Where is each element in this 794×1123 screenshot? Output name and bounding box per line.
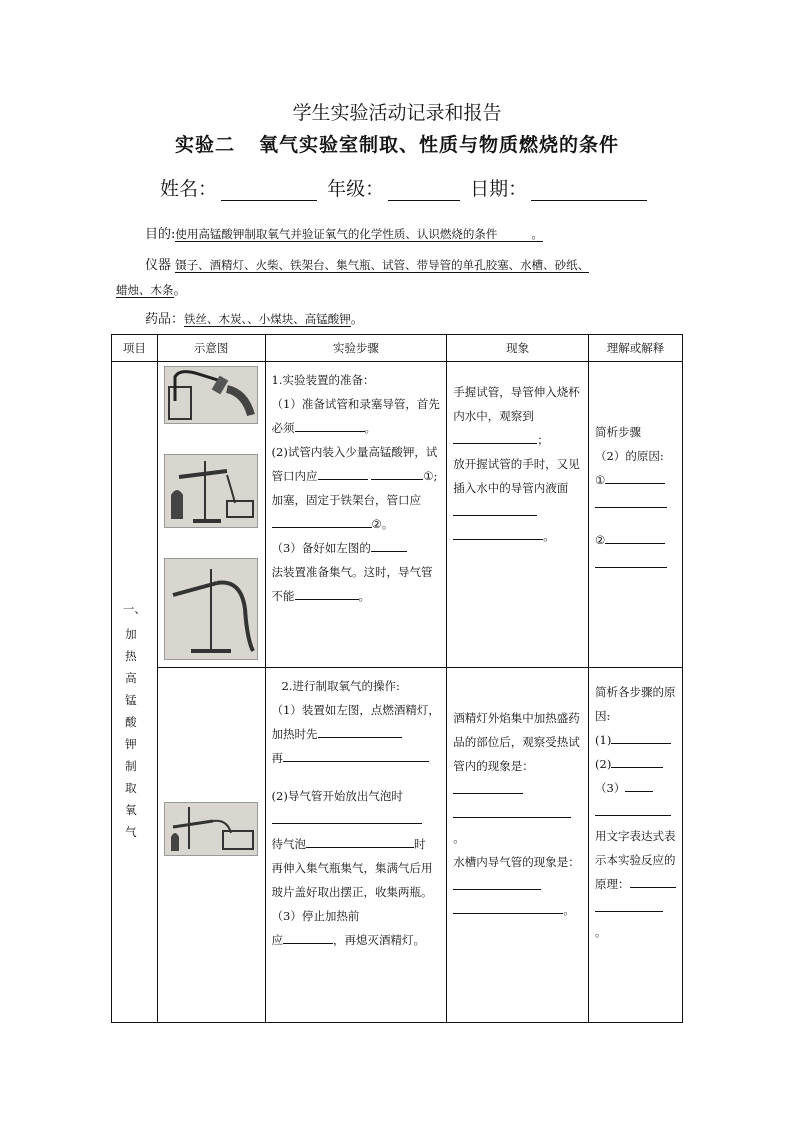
blank-1[interactable] <box>295 417 365 432</box>
experiment-name: 氧气实验室制取、性质与物质燃烧的条件 <box>259 134 620 156</box>
blank-12[interactable] <box>605 529 665 544</box>
purpose-line <box>145 224 543 245</box>
explanation-cell-1: 简析步骤 （2）的原因: ① ② <box>589 362 683 668</box>
blank-11[interactable] <box>595 493 667 508</box>
item-dash: 一、 <box>122 602 146 616</box>
blank-17[interactable] <box>306 833 414 848</box>
blank-23[interactable] <box>611 729 671 744</box>
steps-cell-2: 2.进行制取氧气的操作: （1）装置如左图，点燃酒精灯，加热时先 再 (2)导气管开始放出气泡时 待气泡 时 再伸入集气瓶集气，集满气后用玻片盖好取出摆正，收集两瓶。 （3）停止加热前 应 ，再熄灭酒精灯。 <box>265 668 447 1023</box>
instruments-label: 仪器 <box>145 258 172 273</box>
report-title: 学生实验活动记录和报告 <box>292 102 502 124</box>
experiment-table <box>111 334 683 1023</box>
experiment-number: 实验二 <box>174 134 235 156</box>
item-cell <box>112 362 158 1023</box>
table-header-row <box>112 335 683 362</box>
table-row <box>112 668 683 1023</box>
student-info-row <box>160 174 651 201</box>
table-row <box>112 362 683 668</box>
blank-13[interactable] <box>595 553 667 568</box>
heating-setup-image <box>164 802 258 856</box>
header-diagram: 示意图 <box>157 335 265 362</box>
blank-22[interactable] <box>453 899 563 914</box>
drugs-label: 药品： <box>145 312 185 327</box>
blank-15[interactable] <box>283 747 429 762</box>
purpose-text: 使用高锰酸钾制取氧气并验证氧气的化学性质、认识燃烧的条件 。 <box>175 227 543 241</box>
blank-20[interactable] <box>453 803 571 818</box>
instruments-text-2: 蜡烛、木条 <box>116 283 174 297</box>
name-label: 姓名： <box>160 178 218 200</box>
potassium-permanganate-setup-image <box>164 454 258 528</box>
header-observation: 现象 <box>447 335 589 362</box>
blank-16[interactable] <box>272 809 422 824</box>
instruments-line-2: 蜡烛、木条。 <box>116 283 187 298</box>
drugs-line: 药品：铁丝、木炭、、小煤块、高锰酸钾。 <box>145 312 364 327</box>
header-item: 项目 <box>112 335 158 362</box>
observation-cell-1: 手握试管，导管伸入烧杯内水中，观察到 ； 放开握试管的手时，又见插入水中的导管内液面 。 <box>447 362 589 668</box>
blank-3[interactable] <box>371 465 423 480</box>
blank-2[interactable] <box>318 465 368 480</box>
name-blank[interactable] <box>221 182 317 201</box>
diagram-cell-1 <box>157 362 265 668</box>
instruments-line <box>145 255 685 276</box>
blank-18[interactable] <box>283 929 333 944</box>
date-label: 日期： <box>470 178 528 200</box>
steps-cell-1: 1.实验装置的准备： （1）准备试管和录塞导管，首先必须 。 (2)试管内装入少量高锰酸钾，试管口内应 ①; 加塞，固定于铁架台，管口应②。 （3）备好如左图的 法装置准备集气。这时，导气管不能 。 <box>265 362 447 668</box>
blank-24[interactable] <box>611 753 663 768</box>
blank-5[interactable] <box>371 537 407 552</box>
observation-cell-2: 酒精灯外焰集中加热盛药品的部位后，观察受热试管内的现象是： 。 水槽内导气管的现象是： 。 <box>447 668 589 1023</box>
gas-collection-setup-image <box>164 558 258 660</box>
purpose-label: 目的: <box>145 227 176 242</box>
explanation-cell-2: 简析各步骤的原因: (1) (2) （3） 用文字表达式表示本实验反应的原理： 。 <box>589 668 683 1023</box>
blank-27[interactable] <box>630 873 676 888</box>
blank-21[interactable] <box>453 875 541 890</box>
header-steps: 实验步骤 <box>265 335 447 362</box>
blank-8[interactable] <box>453 501 537 516</box>
instruments-text: 镊子、酒精灯、火柴、铁架台、集气瓶、试管、带导管的单孔胶塞、水槽、砂纸、 <box>175 258 590 272</box>
item-label: 加热高锰酸钾制取氧气 <box>125 627 144 839</box>
airtightness-check-image <box>164 366 258 424</box>
blank-25[interactable] <box>625 777 653 792</box>
header-explanation: 理解或解释 <box>589 335 683 362</box>
blank-4[interactable] <box>272 513 372 528</box>
diagram-cell-2 <box>157 668 265 1023</box>
blank-19[interactable] <box>453 779 523 794</box>
blank-6[interactable] <box>295 585 359 600</box>
grade-blank[interactable] <box>388 182 460 201</box>
grade-label: 年级： <box>327 178 385 200</box>
blank-9[interactable] <box>453 525 543 540</box>
experiment-title <box>0 130 794 157</box>
blank-7[interactable] <box>453 429 537 444</box>
drugs-text: 铁丝、木炭、、小煤块、高锰酸钾 <box>184 312 351 326</box>
date-blank[interactable] <box>531 182 647 201</box>
blank-14[interactable] <box>318 723 402 738</box>
blank-10[interactable] <box>605 469 665 484</box>
blank-28[interactable] <box>595 897 663 912</box>
blank-26[interactable] <box>595 801 671 816</box>
